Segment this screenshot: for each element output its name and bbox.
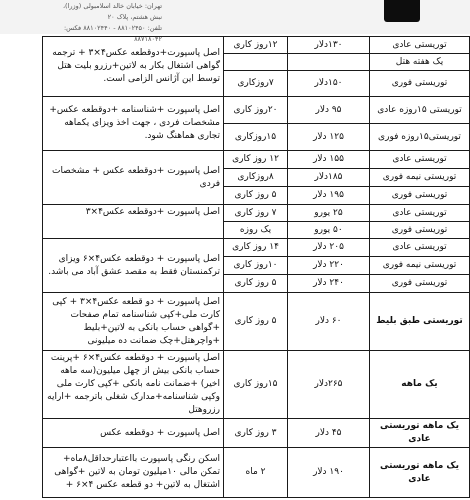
price-cell: ۲۲۰ دلار [288,257,370,275]
duration-cell: ۷روزکاری [224,71,288,97]
duration-cell: ۵ روز کاری [224,187,288,205]
visa-type-cell: یک ماهه توریستی عادی [370,448,470,498]
visa-type-cell: توریستی طبق بلیط [370,293,470,351]
documents-cell: اصل پاسپورت +دوقطعه عکس۴×۳ [43,205,224,239]
visa-type-cell: توریستی فوری [370,222,470,239]
table-row [43,239,470,257]
documents-cell: اسکن رنگی پاسپورت بااعتبارحداقل۸ماه+ تمکن مالی ۱۰میلیون تومان به لاتین +گواهی اشتغال به لاتین+ دو قطعه عکس ۴×۶ + [43,448,224,498]
documents-cell: اصل پاسپورت +دوقطعه عکس + مشخصات فردی [43,151,224,205]
duration-cell: ۳ روز کاری [224,419,288,448]
price-cell: ۱۲۵ دلار [288,124,370,151]
documents-cell: اصل پاسپورت + دوقطعه عکس۴×۶ +پرینت حساب بانکی بیش از چهل میلیون(سه ماهه اخیر) +ضمانت نامه بانکی +کپی کارت ملی وکپی شناسنامه+مدارک شغلی باترجمه +ارایه رزروهتل [43,351,224,419]
price-cell: ۱۹۰ دلار [288,448,370,498]
duration-cell: ۵ روز کاری [224,275,288,293]
phone-line: تلفن: ۸۸۱۰۲۴۵۰ - ۸۸۱۰۲۴۴۰ فکس: ۸۸۷۱۸۰۴۲ [63,24,162,43]
price-cell: ۱۵۰دلار [288,71,370,97]
visa-price-table [42,36,470,498]
price-cell: ۱۳۰دلار [288,37,370,54]
duration-cell [224,54,288,71]
duration-cell: یک روزه [224,222,288,239]
price-cell: ۹۵ دلار [288,97,370,124]
duration-cell: ۵ روز کاری [224,293,288,351]
duration-cell: ۱۵روزکاری [224,124,288,151]
price-cell [288,54,370,71]
letterhead [0,0,470,43]
price-cell: ۱۸۵دلار [288,169,370,187]
table-row [43,448,470,498]
table-row [43,97,470,124]
documents-cell: اصل پاسپورت+دوقطعه عکس۴×۳ + ترجمه گواهی اشتغال بکار به لاتین+رزرو بلیت هتل توسط این آژانس الزامی است. [43,37,224,97]
price-cell: ۶۰ دلار [288,293,370,351]
visa-type-cell: توریستی فوری [370,187,470,205]
duration-cell: ۱۴ روز کاری [224,239,288,257]
duration-cell: ۲۰روز کاری [224,97,288,124]
visa-type-cell: توریستی نیمه فوری [370,169,470,187]
visa-type-cell: توریستی عادی [370,37,470,54]
table-row [43,151,470,169]
visa-type-cell: توریستی نیمه فوری [370,257,470,275]
table-row [43,293,470,351]
address-line: تهران: خیابان خالد اسلامبولی (وزرا)، نبش هشتم، پلاک ۲۰ [62,2,162,21]
visa-type-cell: یک هفته هتل [370,54,470,71]
price-cell: ۲۶۵دلار [288,351,370,419]
duration-cell: ۲ ماه [224,448,288,498]
price-cell: ۲۴۰ دلار [288,275,370,293]
visa-type-cell: یک ماهه [370,351,470,419]
documents-cell: اصل پاسپورت + دو قطعه عکس۴×۳ + کپی کارت ملی+کپی شناسنامه تمام صفحات +گواهی حساب بانکی به لاتین+بلیط +واچرهتل+چک ضمانت ده میلیونی [43,293,224,351]
duration-cell: ۱۲ روز کاری [224,151,288,169]
documents-cell: اصل پاسپورت +شناسنامه +دوقطعه عکس+ مشخصات فردی ، جهت اخذ ویزای یکماهه تجاری هماهنگ شود. [43,97,224,151]
table-row [43,37,470,54]
price-cell: ۵۰ یورو [288,222,370,239]
duration-cell: ۱۲روز کاری [224,37,288,54]
duration-cell: ۱۰روز کاری [224,257,288,275]
price-cell: ۴۵ دلار [288,419,370,448]
visa-type-cell: توریستی ۱۵روزه عادی [370,97,470,124]
duration-cell: ۱۵روز کاری [224,351,288,419]
visa-type-cell: توریستی۱۵روزه فوری [370,124,470,151]
price-cell: ۱۵۵ دلار [288,151,370,169]
table-row [43,351,470,419]
visa-type-cell: توریستی عادی [370,239,470,257]
visa-type-cell: توریستی عادی [370,205,470,222]
price-cell: ۱۹۵ دلار [288,187,370,205]
table-row [43,419,470,448]
visa-type-cell: یک ماهه توریستی عادی [370,419,470,448]
visa-type-cell: توریستی فوری [370,275,470,293]
logo [384,0,420,22]
visa-type-cell: توریستی فوری [370,71,470,97]
visa-type-cell: توریستی عادی [370,151,470,169]
price-cell: ۲۵ یورو [288,205,370,222]
duration-cell: ۷ روز کاری [224,205,288,222]
documents-cell: اصل پاسپورت + دوقطعه عکس۴×۶ ویزای ترکمنستان فقط به مقصد عشق آباد می باشد. [43,239,224,293]
documents-cell: اصل پاسپورت + دوقطعه عکس [43,419,224,448]
duration-cell: ۸روزکاری [224,169,288,187]
price-cell: ۲۰۵ دلار [288,239,370,257]
table-row [43,205,470,222]
